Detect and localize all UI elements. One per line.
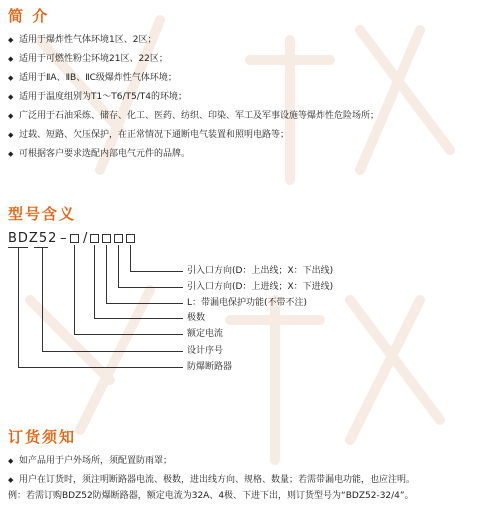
bullet-icon: ◆ (8, 457, 14, 465)
leader-line (42, 247, 43, 351)
cap-line (34, 247, 48, 248)
list-item: ◆ 适用于ⅡA、ⅡB、ⅡC级爆炸性气体环境； (8, 69, 486, 88)
leader-line (18, 367, 183, 368)
code-box-inlet (114, 234, 123, 243)
list-item: ◆ 适用于爆炸性气体环境1区、2区； (8, 31, 486, 50)
legend-outlet-direction: 引入口方向(D：上出线；X：下出线) (187, 266, 334, 276)
code-box-poles (90, 234, 99, 243)
bullet-icon: ◆ (8, 93, 14, 101)
legend-design-serial: 设计序号 (187, 346, 224, 356)
list-item: ◆ 适用于温度组别为T1～T6/T5/T4的环境； (8, 88, 486, 107)
bullet-icon: ◆ (8, 131, 14, 139)
legend-leakage: L：带漏电保护功能(不带不注) (187, 298, 308, 308)
list-item: ◆ 如产品用于户外场所，须配置防雨罩； (8, 452, 486, 471)
order-list (8, 452, 486, 490)
legend-inlet-direction: 引入口方向(D：上进线；X：下进线) (187, 282, 334, 292)
model-title: 型号含义 (8, 205, 77, 223)
list-item: ◆ 广泛用于石油采炼、储存、化工、医药、纺织、印染、军工及军事设施等爆炸性危险场所； (8, 107, 486, 126)
code-box-outlet (126, 234, 135, 243)
bullet-icon: ◆ (8, 112, 14, 120)
list-item: ◆ 用户在订货时，须注明断路器电流、极数，进出线方向、规格、数量；若需带漏电功能，也应注明。 (8, 471, 486, 490)
list-item: ◆ 过载、短路、欠压保护，在正常情况下通断电气装置和照明电路等； (8, 126, 486, 145)
legend-poles: 极数 (187, 313, 206, 323)
code-box-leakage (102, 234, 111, 243)
list-item: ◆ 可根据客户要求选配内部电气元件的品牌。 (8, 145, 486, 164)
leader-line (130, 245, 131, 271)
model-dash: – (60, 231, 67, 246)
order-title: 订货须知 (8, 428, 77, 446)
list-item: ◆ 适用于可燃性粉尘环境21区、22区； (8, 50, 486, 69)
leader-line (74, 334, 183, 335)
leader-line (74, 245, 75, 334)
model-code: BDZ52 (8, 231, 58, 246)
bullet-icon: ◆ (8, 150, 14, 158)
order-example: 例：若需订购BDZ52防爆断路器，额定电流为32A、4极、下进下出，则订货型号为“BDZ52-32/4”。 (8, 491, 414, 501)
intro-list (8, 31, 486, 164)
intro-title: 简 介 (8, 7, 50, 25)
bullet-icon: ◆ (8, 476, 14, 484)
bullet-icon: ◆ (8, 74, 14, 82)
leader-line (118, 245, 119, 287)
leader-line (118, 287, 183, 288)
leader-line (94, 318, 183, 319)
bullet-icon: ◆ (8, 55, 14, 63)
bullet-icon: ◆ (8, 36, 14, 44)
code-box-current (70, 234, 79, 243)
leader-line (106, 245, 107, 303)
leader-line (18, 247, 19, 367)
model-slash: / (83, 231, 88, 246)
leader-line (42, 351, 183, 352)
leader-line (130, 271, 183, 272)
legend-product-type: 防爆断路器 (187, 362, 233, 372)
leader-line (94, 245, 95, 318)
leader-line (106, 303, 183, 304)
legend-rated-current: 额定电流 (187, 329, 224, 339)
